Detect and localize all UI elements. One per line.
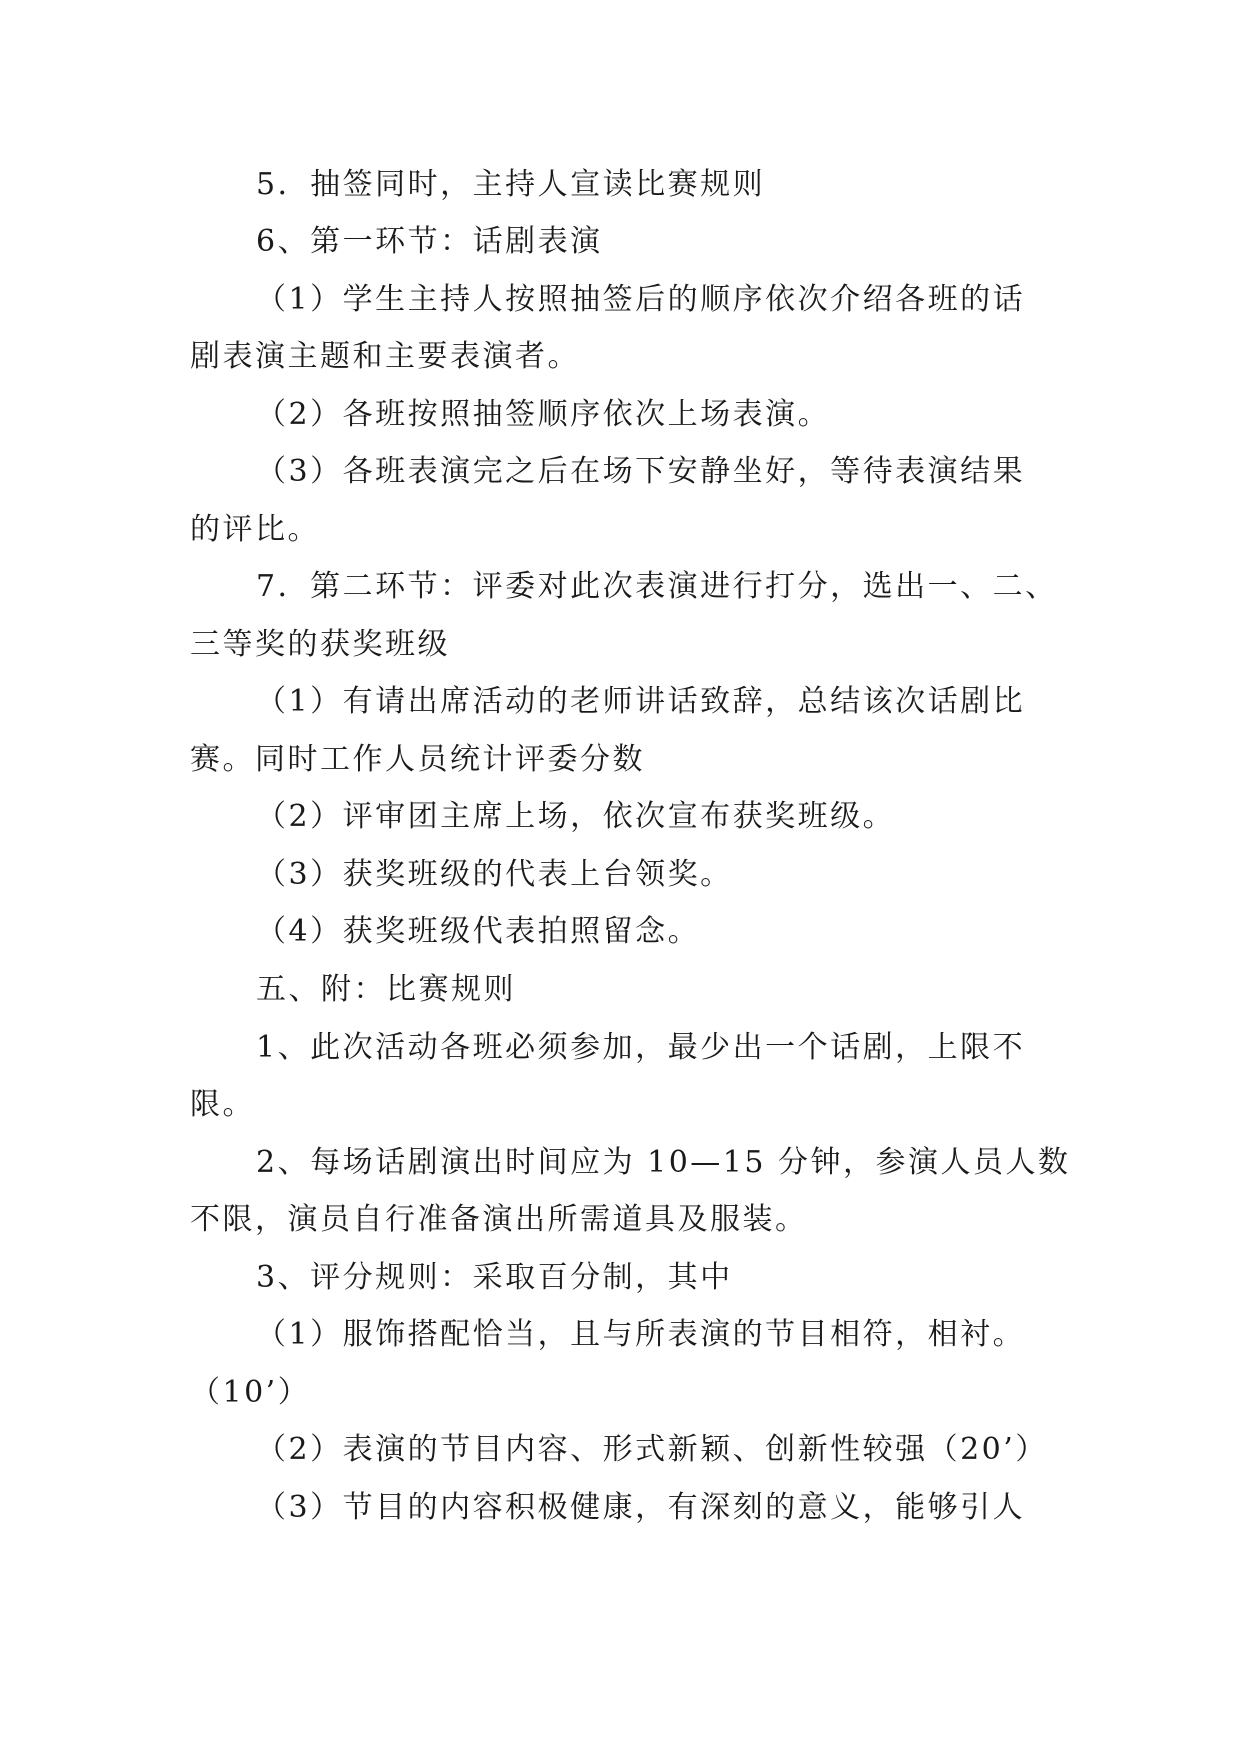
text-line-3: （1）学生主持人按照抽签后的顺序依次介绍各班的话 xyxy=(256,282,1026,317)
text-line-16: 1、此次活动各班必须参加，最少出一个话剧，上限不 xyxy=(256,1030,1026,1065)
text-line-19: 不限，演员自行准备演出所需道具及服装。 xyxy=(190,1202,808,1237)
text-line-20: 3、评分规则：采取百分制，其中 xyxy=(256,1260,733,1295)
text-line-17: 限。 xyxy=(190,1087,255,1122)
text-line-15: 五、附：比赛规则 xyxy=(256,972,516,1007)
text-line-11: 赛。同时工作人员统计评委分数 xyxy=(190,742,645,777)
text-line-2: 6、第一环节：话剧表演 xyxy=(256,224,603,259)
text-line-9: 三等奖的获奖班级 xyxy=(190,627,450,662)
text-line-6: （3）各班表演完之后在场下安静坐好，等待表演结果 xyxy=(256,454,1026,489)
text-line-24: （3）节目的内容积极健康，有深刻的意义，能够引人 xyxy=(256,1490,1026,1525)
text-line-7: 的评比。 xyxy=(190,512,320,547)
text-line-12: （2）评审团主席上场，依次宣布获奖班级。 xyxy=(256,799,896,834)
text-line-22: （10’） xyxy=(190,1375,311,1410)
text-line-13: （3）获奖班级的代表上台领奖。 xyxy=(256,857,733,892)
text-line-4: 剧表演主题和主要表演者。 xyxy=(190,339,580,374)
text-line-8: 7．第二环节：评委对此次表演进行打分，选出一、二、 xyxy=(256,569,1058,604)
text-line-23: （2）表演的节目内容、形式新颖、创新性较强（20’） xyxy=(256,1432,1048,1467)
text-line-1: 5．抽签同时，主持人宣读比赛规则 xyxy=(256,167,766,202)
text-line-18: 2、每场话剧演出时间应为 10—15 分钟，参演人员人数 xyxy=(256,1145,1071,1180)
text-line-5: （2）各班按照抽签顺序依次上场表演。 xyxy=(256,397,831,432)
text-line-14: （4）获奖班级代表拍照留念。 xyxy=(256,914,701,949)
text-line-10: （1）有请出席活动的老师讲话致辞，总结该次话剧比 xyxy=(256,684,1026,719)
text-line-21: （1）服饰搭配恰当，且与所表演的节目相符，相衬。 xyxy=(256,1317,1026,1352)
